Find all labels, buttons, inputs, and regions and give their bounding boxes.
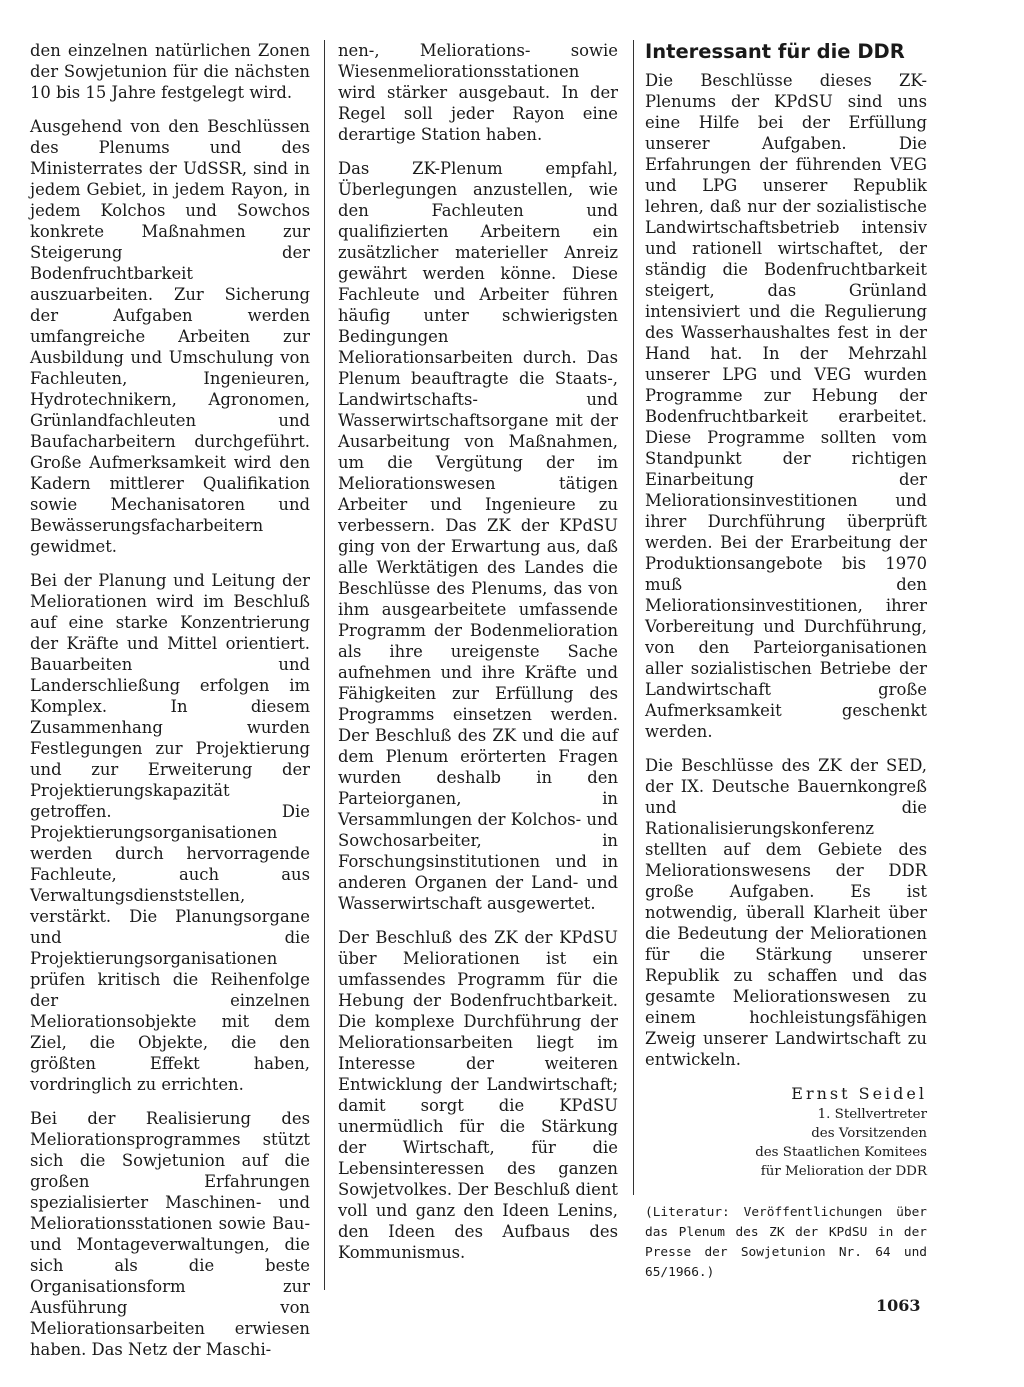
author-title-line: des Vorsitzenden (811, 1126, 927, 1141)
column-divider-2 (633, 40, 634, 1195)
author-name: Ernst Seidel (791, 1084, 927, 1103)
author-title-line: 1. Stellvertreter (817, 1107, 927, 1122)
paragraph: Der Beschluß des ZK der KPdSU über Meliorationen ist ein umfassendes Programm für die Hebung der Bodenfruchtbarkeit. Die komplexe Durchführung der Meliorationsarbeiten liegt im Interesse der weiteren Entwicklung der Landwirtschaft; damit sorgt die KPdSU unermüdlich für die Stärkung der Wirtschaft, für die Lebensinteressen des ganzen Sowjetvolkes. Der Beschluß dient voll und ganz den Ideen Lenins, den Ideen des Aufbaus des Kommunismus. (338, 928, 618, 1262)
section-heading: Interessant für die DDR (645, 40, 905, 63)
literature-note: (Literatur: Veröffentlichungen über das Plenum des ZK der KPdSU in der Presse der Sowjetunion Nr. 64 und 65/1966.) (645, 1205, 927, 1280)
paragraph: den einzelnen natürlichen Zonen der Sowjetunion für die nächsten 10 bis 15 Jahre festgelegt wird. (30, 41, 310, 102)
author-signature (645, 1083, 927, 1181)
author-title-line: des Staatlichen Komitees (755, 1145, 927, 1160)
paragraph: Bei der Planung und Leitung der Meliorationen wird im Beschluß auf eine starke Konzentrierung der Kräfte und Mittel orientiert. Bauarbeiten und Landerschließung erfolgen im Komplex. In diesem Zusammenhang wurden Festlegungen zur Projektierung und zur Erweiterung der Projektierungskapazität getroffen. Die Projektierungsorganisationen werden durch hervorragende Fachleute, auch aus Verwaltungsdienststellen, verstärkt. Die Planungsorgane und die Projektierungsorganisationen prüfen kritisch die Reihenfolge der einzelnen Meliorationsobjekte mit dem Ziel, die Objekte, die den größten Effekt haben, vordringlich zu errichten. (30, 571, 310, 1094)
paragraph: Die Beschlüsse des ZK der SED, der IX. Deutsche Bauernkongreß und die Rationalisierungskonferenz stellten auf dem Gebiete des Meliorationswesens der DDR große Aufgaben. Es ist notwendig, überall Klarheit über die Bedeutung der Meliorationen für die Stärkung unserer Republik zu schaffen und das gesamte Meliorationswesen zu einem hochleistungsfähigen Zweig unserer Landwirtschaft zu entwickeln. (645, 756, 927, 1069)
column-3 (645, 40, 927, 1283)
column-2 (338, 40, 618, 1276)
paragraph: Das ZK-Plenum empfahl, Überlegungen anzustellen, wie den Fachleuten und qualifizierten Arbeitern ein zusätzlicher materieller Anreiz gewährt werden könne. Diese Fachleute und Arbeiter führen häufig unter schwierigsten Bedingungen Meliorationsarbeiten durch. Das Plenum beauftragte die Staats-, Landwirtschafts- und Wasserwirtschaftsorgane mit der Ausarbeitung von Maßnahmen, um die Vergütung der im Meliorationswesen tätigen Arbeiter und Ingenieure zu verbessern. Das ZK der KPdSU ging von der Erwartung aus, daß alle Werktätigen des Landes die Beschlüsse des Plenums, das von ihm ausgearbeitete umfassende Programm der Bodenmelioration als ihre ureigenste Sache aufnehmen und ihre Kräfte und Fähigkeiten zur Erfüllung des Programms einsetzen werden. Der Beschluß des ZK und die auf dem Plenum erörterten Fragen wurden deshalb in den Parteiorganen, in Versammlungen der Kolchos- und Sowchosarbeiter, in Forschungsinstitutionen und in anderen Organen der Land- und Wasserwirtschaft ausgewertet. (338, 159, 618, 913)
page-number: 1063 (876, 1296, 921, 1315)
paragraph: Ausgehend von den Beschlüssen des Plenums und des Ministerrates der UdSSR, sind in jedem Gebiet, in jedem Rayon, in jedem Kolchos und Sowchos konkrete Maßnahmen zur Steigerung der Bodenfruchtbarkeit auszuarbeiten. Zur Sicherung der Aufgaben werden umfangreiche Arbeiten zur Ausbildung und Umschulung von Fachleuten, Ingenieuren, Hydrotechnikern, Agronomen, Grünlandfachleuten und Baufacharbeitern durchgeführt. Große Aufmerksamkeit wird den Kadern mittlerer Qualifikation sowie Mechanisatoren und Bewässerungsfacharbeitern gewidmet. (30, 117, 310, 556)
paragraph: Bei der Realisierung des Meliorationsprogrammes stützt sich die Sowjetunion auf die großen Erfahrungen spezialisierter Maschinen- und Meliorationsstationen sowie Bau- und Montageverwaltungen, die sich als die beste Organisationsform zur Ausführung von Meliorationsarbeiten erwiesen haben. Das Netz der Maschi- (30, 1109, 310, 1359)
paragraph: nen-, Meliorations- sowie Wiesenmeliorationsstationen wird stärker ausgebaut. In der Regel soll jeder Rayon eine derartige Station haben. (338, 41, 618, 144)
author-title-line: für Melioration der DDR (760, 1164, 927, 1179)
column-divider-1 (324, 40, 325, 1290)
column-1 (30, 40, 310, 1373)
paragraph: Die Beschlüsse dieses ZK-Plenums der KPdSU sind uns eine Hilfe bei der Erfüllung unserer Aufgaben. Die Erfahrungen der führenden VEG und LPG unserer Republik lehren, daß nur der sozialistische Landwirtschaftsbetrieb intensiv und rationell wirtschaftet, der ständig die Bodenfruchtbarkeit steigert, das Grünland intensiviert und die Regulierung des Wasserhaushaltes fest in der Hand hat. In der Mehrzahl unserer LPG und VEG wurden Programme zur Hebung der Bodenfruchtbarkeit erarbeitet. Diese Programme sollten vom Standpunkt der richtigen Einarbeitung der Meliorationsinvestitionen und ihrer Durchführung überprüft werden. Bei der Erarbeitung der Produktionsangebote bis 1970 muß den Meliorationsinvestitionen, ihrer Vorbereitung und Durchführung, von den Parteiorganisationen aller sozialistischen Betriebe der Landwirtschaft große Aufmerksamkeit geschenkt werden. (645, 71, 927, 741)
